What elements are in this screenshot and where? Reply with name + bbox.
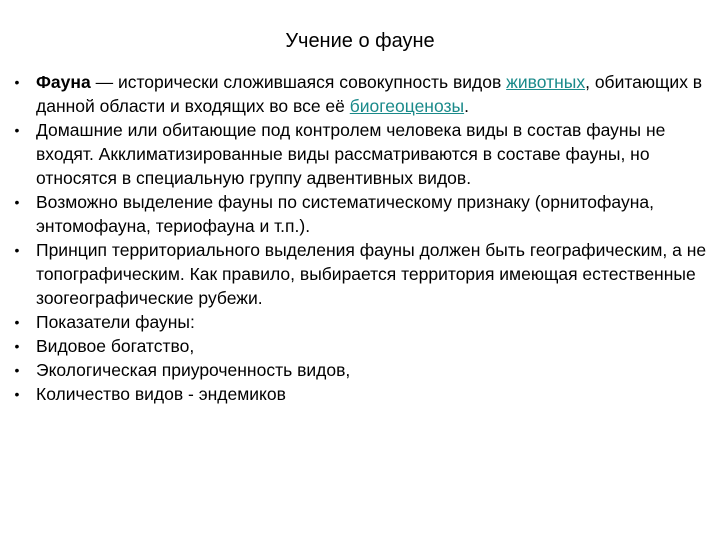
bullet-icon: • [14, 122, 20, 138]
bullet-icon: • [14, 362, 20, 378]
item-text: Показатели фауны: [36, 312, 195, 332]
bullet-icon: • [14, 314, 20, 330]
item-text: Возможно выделение фауны по систематическому признаку (орнитофауна, энтомофауна, териофауна и т.п.). [36, 192, 654, 236]
item-text: Домашние или обитающие под контролем человека виды в состав фауны не входят. Акклиматизированные виды рассматриваются в составе фауны, но относятся в специальную группу адвентивных видов. [36, 120, 666, 188]
term-fauna: Фауна [36, 72, 91, 92]
bullet-icon: • [14, 242, 20, 258]
item-text: Экологическая приуроченность видов, [36, 360, 351, 380]
list-item [0, 70, 720, 118]
list-item [0, 118, 720, 190]
bullet-icon: • [14, 74, 20, 90]
list-item [0, 190, 720, 238]
item-text: — исторически сложившаяся совокупность видов [90, 72, 507, 92]
item-text: Количество видов - эндемиков [36, 384, 286, 404]
list-item [0, 358, 720, 382]
list-item [0, 310, 720, 334]
link-biogeocenoses[interactable]: биогеоценозы [349, 96, 465, 116]
slide-title: Учение о фауне [285, 30, 435, 52]
link-animals[interactable]: животных [506, 72, 586, 92]
bullet-icon: • [14, 338, 20, 354]
bullet-icon: • [14, 386, 20, 402]
list-item [0, 238, 720, 310]
bullet-list [0, 70, 720, 406]
list-item [0, 334, 720, 358]
item-text: . [464, 96, 469, 116]
item-text: Видовое богатство, [36, 336, 195, 356]
list-item [0, 382, 720, 406]
bullet-icon: • [14, 194, 20, 210]
item-text: , обитающих в данной области и входящих во все её [36, 72, 703, 116]
item-text: Принцип территориального выделения фауны должен быть географическим, а не топографическим. Как правило, выбирается территория имеющая естественные зоогеографические рубежи. [36, 240, 707, 308]
